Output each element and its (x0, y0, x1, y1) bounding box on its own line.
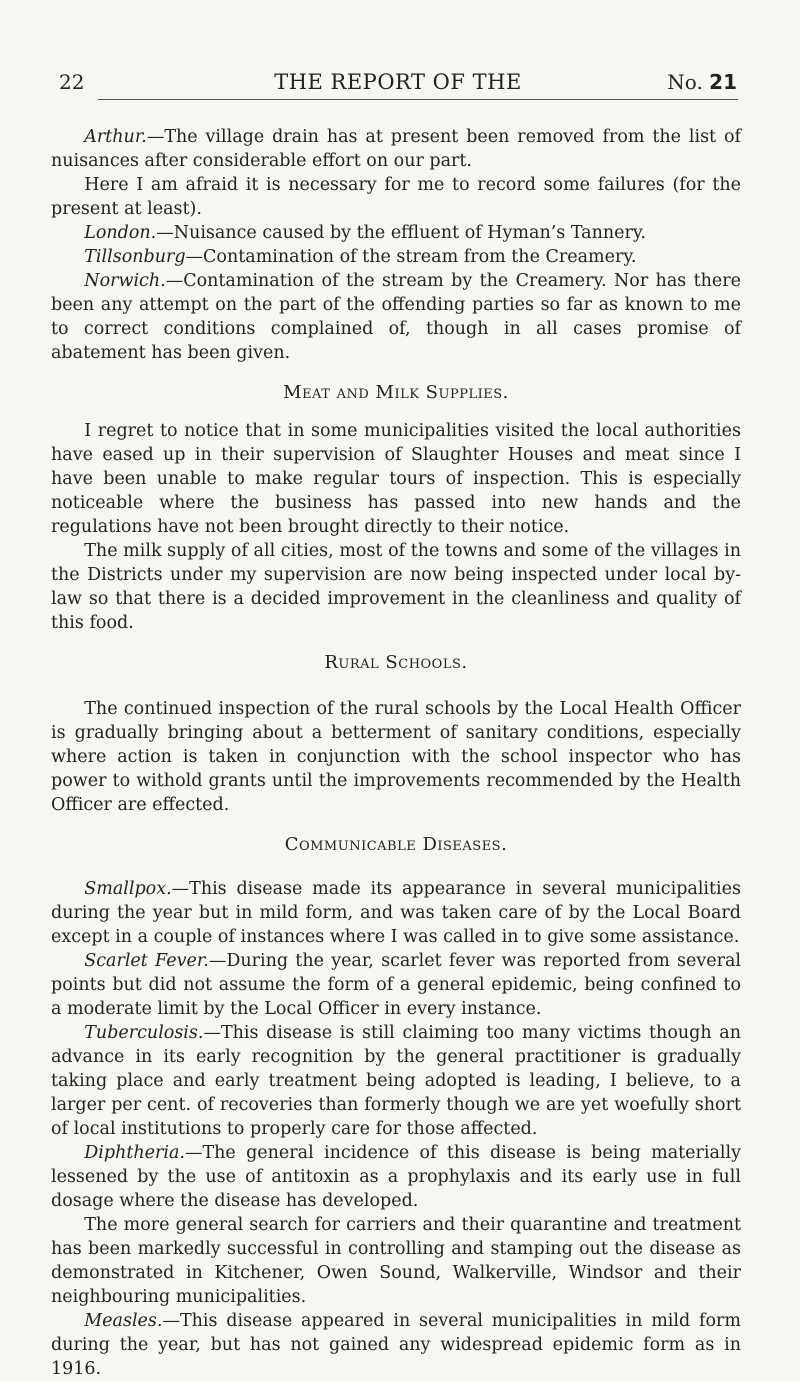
page-header (59, 70, 737, 100)
tillsonburg-text: —Contamination of the stream from the Creamery. (185, 247, 637, 267)
london-paragraph (51, 221, 741, 245)
disease-diphtheria: Diphtheria. (84, 1143, 185, 1163)
place-norwich: Norwich. (84, 271, 166, 291)
communicable-diseases-heading: Communicable Diseases. (284, 834, 508, 855)
disease-tuberculosis: Tuberculosis. (84, 1023, 204, 1043)
report-body (51, 125, 741, 1381)
report-number-value: 21 (709, 70, 737, 94)
diphtheria-text: —The general incidence of this disease is being materially lessened by the use of antitoxin as a prophylaxis and its early use in full dosage where the disease has developed. (51, 1143, 741, 1211)
rural-schools-paragraph: The continued inspection of the rural schools by the Local Health Officer is gradually bringing about a betterment of sanitary conditions, especially where action is taken in conjunction with the school inspector who has power to withold grants until the improvements recommended by the Health Officer are effected. (51, 699, 741, 815)
norwich-paragraph (51, 269, 741, 365)
diphtheria-paragraph (51, 1141, 741, 1213)
tuberculosis-text: —This disease is still claiming too many victims though an advance in its early recognition by the general practitioner is gradually taking place and early treatment being adopted is leading, I believe, to a larger per cent. of recoveries than formerly though we are yet woefully short of local institutions to properly care for those affected. (51, 1023, 741, 1139)
disease-smallpox: Smallpox. (84, 879, 172, 899)
meat-milk-heading: Meat and Milk Supplies. (283, 382, 509, 403)
norwich-text: —Contamination of the stream by the Creamery. Nor has there been any attempt on the part of the offending parties so far as known to me to correct conditions complained of, though in all cases promise of abatement has been given. (51, 271, 741, 363)
meat-paragraph: I regret to notice that in some municipalities visited the local authorities have eased up in their supervision of Slaughter Houses and meat since I have been unable to make regular tours of inspection. This is especially noticeable where the business has passed into new hands and the regulations have not been brought directly to their notice. (51, 421, 741, 537)
measles-text: —This disease appeared in several municipalities in mild form during the year, but has not gained any widespread epidemic form as in 1916. (51, 1311, 741, 1379)
arthur-paragraph (51, 125, 741, 173)
place-tillsonburg: Tillsonburg (84, 247, 186, 267)
tuberculosis-paragraph (51, 1021, 741, 1141)
place-london: London. (84, 223, 157, 243)
disease-measles: Measles. (84, 1311, 163, 1331)
page-number: 22 (59, 70, 85, 94)
rural-schools-heading: Rural Schools. (324, 652, 468, 673)
carriers-paragraph: The more general search for carriers and their quarantine and treatment has been markedly successful in controlling and stamping out the disease as demonstrated in Kitchener, Owen Sound, Walkerville, Windsor and their neighbouring municipalities. (51, 1215, 741, 1307)
disease-scarlet-fever: Scarlet Fever. (84, 951, 209, 971)
london-text: —Nuisance caused by the effluent of Hyman’s Tannery. (156, 223, 646, 243)
measles-paragraph (51, 1309, 741, 1381)
place-arthur: Arthur. (84, 127, 147, 147)
smallpox-paragraph (51, 877, 741, 949)
failures-paragraph: Here I am afraid it is necessary for me to record some failures (for the present at least). (51, 175, 741, 219)
report-number (667, 70, 737, 94)
running-title: THE REPORT OF THE (274, 70, 522, 94)
report-number-prefix: No. (667, 70, 703, 94)
tillsonburg-paragraph (51, 245, 741, 269)
scarlet-fever-paragraph (51, 949, 741, 1021)
header-rule (98, 99, 738, 100)
arthur-text: —The village drain has at present been removed from the list of nuisances after considerable effort on our part. (51, 127, 741, 171)
scarlet-fever-text: —During the year, scarlet fever was reported from several points but did not assume the form of a general epidemic, being confined to a moderate limit by the Local Officer in every instance. (51, 951, 741, 1019)
smallpox-text: —This disease made its appearance in several municipalities during the year but in mild form, and was taken care of by the Local Board except in a couple of instances where I was called in to give some assistance. (51, 879, 741, 947)
milk-paragraph: The milk supply of all cities, most of the towns and some of the villages in the Districts under my supervision are now being inspected under local by-law so that there is a decided improvement in the cleanliness and quality of this food. (51, 541, 741, 633)
